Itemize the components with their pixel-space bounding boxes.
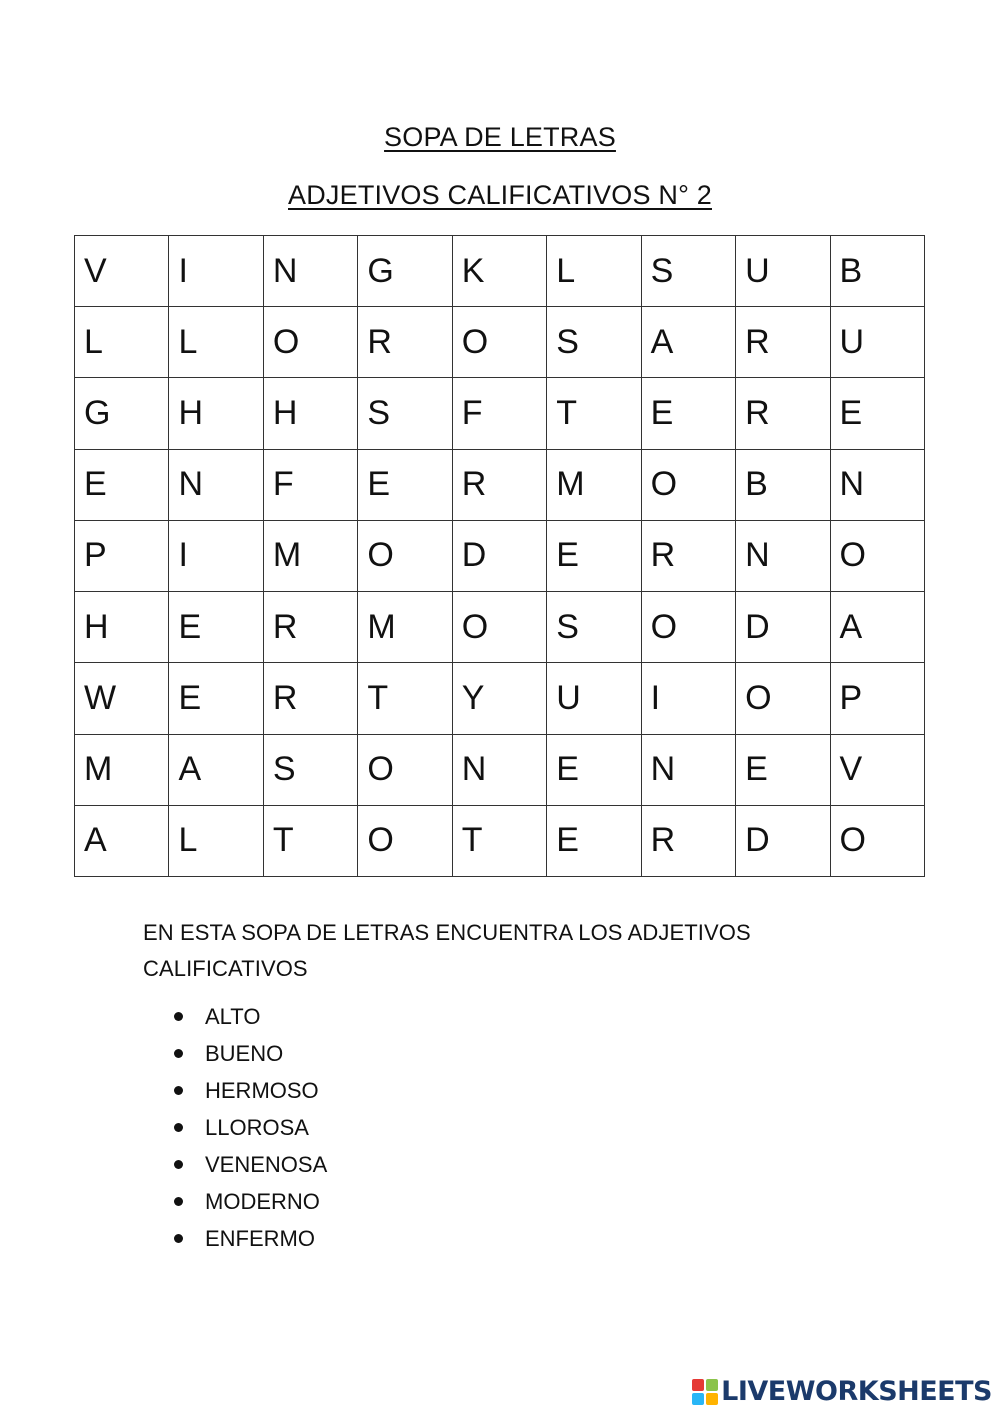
grid-cell[interactable]: W: [75, 663, 169, 734]
grid-cell[interactable]: O: [641, 592, 735, 663]
bullet-icon: [174, 1086, 183, 1095]
grid-cell[interactable]: L: [169, 805, 263, 876]
word-list: [172, 998, 327, 1257]
grid-cell[interactable]: T: [452, 805, 546, 876]
logo-square: [706, 1393, 718, 1405]
grid-cell[interactable]: O: [452, 307, 546, 378]
grid-cell[interactable]: L: [169, 307, 263, 378]
word-search-grid: [74, 235, 925, 877]
word-label: ALTO: [205, 1004, 261, 1029]
grid-cell[interactable]: O: [452, 592, 546, 663]
word-list-item: [172, 1183, 327, 1220]
grid-cell[interactable]: G: [358, 236, 452, 307]
grid-cell[interactable]: M: [75, 734, 169, 805]
grid-cell[interactable]: E: [358, 449, 452, 520]
grid-cell[interactable]: P: [75, 520, 169, 591]
grid-row: [75, 663, 925, 734]
bullet-icon: [174, 1012, 183, 1021]
word-list-item: [172, 1146, 327, 1183]
grid-cell[interactable]: I: [169, 520, 263, 591]
worksheet-subtitle: ADJETIVOS CALIFICATIVOS N° 2: [288, 180, 712, 210]
grid-row: [75, 734, 925, 805]
grid-cell[interactable]: U: [830, 307, 925, 378]
grid-cell[interactable]: L: [75, 307, 169, 378]
word-label: HERMOSO: [205, 1078, 319, 1103]
grid-cell[interactable]: S: [358, 378, 452, 449]
grid-cell[interactable]: A: [830, 592, 925, 663]
grid-cell[interactable]: A: [75, 805, 169, 876]
grid-cell[interactable]: S: [547, 592, 641, 663]
grid-cell[interactable]: O: [358, 805, 452, 876]
grid-row: [75, 449, 925, 520]
grid-cell[interactable]: H: [169, 378, 263, 449]
grid-cell[interactable]: D: [452, 520, 546, 591]
instructions-line-2: CALIFICATIVOS: [143, 956, 308, 981]
logo-square: [706, 1379, 718, 1391]
grid-cell[interactable]: I: [169, 236, 263, 307]
grid-cell[interactable]: S: [547, 307, 641, 378]
grid-cell[interactable]: T: [547, 378, 641, 449]
logo-square: [692, 1393, 704, 1405]
worksheet-title: SOPA DE LETRAS: [384, 122, 616, 152]
grid-cell[interactable]: N: [830, 449, 925, 520]
word-list-item: [172, 1109, 327, 1146]
grid-cell[interactable]: R: [263, 592, 357, 663]
grid-cell[interactable]: M: [547, 449, 641, 520]
grid-cell[interactable]: O: [736, 663, 830, 734]
word-list-item: [172, 1035, 327, 1072]
grid-cell[interactable]: T: [263, 805, 357, 876]
grid-cell[interactable]: U: [736, 236, 830, 307]
grid-row: [75, 592, 925, 663]
word-label: LLOROSA: [205, 1115, 309, 1140]
grid-row: [75, 805, 925, 876]
grid-cell[interactable]: R: [736, 307, 830, 378]
grid-cell[interactable]: F: [452, 378, 546, 449]
grid-cell[interactable]: O: [263, 307, 357, 378]
grid-cell[interactable]: N: [736, 520, 830, 591]
grid-cell[interactable]: N: [263, 236, 357, 307]
grid-cell[interactable]: E: [736, 734, 830, 805]
grid-row: [75, 236, 925, 307]
grid-cell[interactable]: V: [75, 236, 169, 307]
grid-cell[interactable]: O: [358, 520, 452, 591]
grid-cell[interactable]: O: [830, 805, 925, 876]
grid-cell[interactable]: P: [830, 663, 925, 734]
liveworksheets-logo-icon: [692, 1379, 718, 1405]
instructions-line-1: EN ESTA SOPA DE LETRAS ENCUENTRA LOS ADJETIVOS: [143, 920, 751, 945]
grid-cell[interactable]: M: [263, 520, 357, 591]
word-list-item: [172, 1220, 327, 1257]
word-label: BUENO: [205, 1041, 284, 1066]
bullet-icon: [174, 1049, 183, 1058]
grid-cell[interactable]: E: [169, 663, 263, 734]
bullet-icon: [174, 1234, 183, 1243]
instructions: [143, 915, 783, 987]
grid-cell[interactable]: E: [547, 520, 641, 591]
grid-row: [75, 378, 925, 449]
grid-cell[interactable]: Y: [452, 663, 546, 734]
grid-cell[interactable]: F: [263, 449, 357, 520]
grid-cell[interactable]: H: [263, 378, 357, 449]
grid-cell[interactable]: R: [641, 805, 735, 876]
grid-cell[interactable]: E: [641, 378, 735, 449]
bullet-icon: [174, 1197, 183, 1206]
grid-cell[interactable]: D: [736, 805, 830, 876]
grid-cell[interactable]: L: [547, 236, 641, 307]
grid-cell[interactable]: V: [830, 734, 925, 805]
grid-cell[interactable]: T: [358, 663, 452, 734]
brand-name: LIVEWORKSHEETS: [721, 1376, 992, 1407]
grid-cell[interactable]: O: [358, 734, 452, 805]
logo-square: [692, 1379, 704, 1391]
bullet-icon: [174, 1123, 183, 1132]
brand-footer: [692, 1376, 992, 1407]
grid-cell[interactable]: E: [830, 378, 925, 449]
grid-row: [75, 307, 925, 378]
grid-cell[interactable]: K: [452, 236, 546, 307]
grid-cell[interactable]: S: [263, 734, 357, 805]
grid-cell[interactable]: H: [75, 592, 169, 663]
grid-row: [75, 520, 925, 591]
grid-cell[interactable]: M: [358, 592, 452, 663]
grid-cell[interactable]: E: [169, 592, 263, 663]
grid-cell[interactable]: R: [263, 663, 357, 734]
grid-cell[interactable]: I: [641, 663, 735, 734]
grid-cell[interactable]: N: [169, 449, 263, 520]
grid-cell[interactable]: B: [830, 236, 925, 307]
grid-cell[interactable]: E: [75, 449, 169, 520]
grid-cell[interactable]: O: [641, 449, 735, 520]
grid-cell[interactable]: N: [452, 734, 546, 805]
grid-cell[interactable]: S: [641, 236, 735, 307]
grid-cell[interactable]: D: [736, 592, 830, 663]
grid-cell[interactable]: E: [547, 805, 641, 876]
grid-cell[interactable]: A: [641, 307, 735, 378]
grid-cell[interactable]: R: [641, 520, 735, 591]
word-label: ENFERMO: [205, 1226, 315, 1251]
grid-cell[interactable]: E: [547, 734, 641, 805]
word-list-item: [172, 1072, 327, 1109]
grid-cell[interactable]: B: [736, 449, 830, 520]
grid-cell[interactable]: R: [736, 378, 830, 449]
grid-cell[interactable]: U: [547, 663, 641, 734]
word-list-item: [172, 998, 327, 1035]
word-label: MODERNO: [205, 1189, 320, 1214]
grid-cell[interactable]: A: [169, 734, 263, 805]
grid-cell[interactable]: N: [641, 734, 735, 805]
grid-cell[interactable]: O: [830, 520, 925, 591]
grid-cell[interactable]: R: [358, 307, 452, 378]
bullet-icon: [174, 1160, 183, 1169]
grid-cell[interactable]: G: [75, 378, 169, 449]
grid-cell[interactable]: R: [452, 449, 546, 520]
word-label: VENENOSA: [205, 1152, 328, 1177]
